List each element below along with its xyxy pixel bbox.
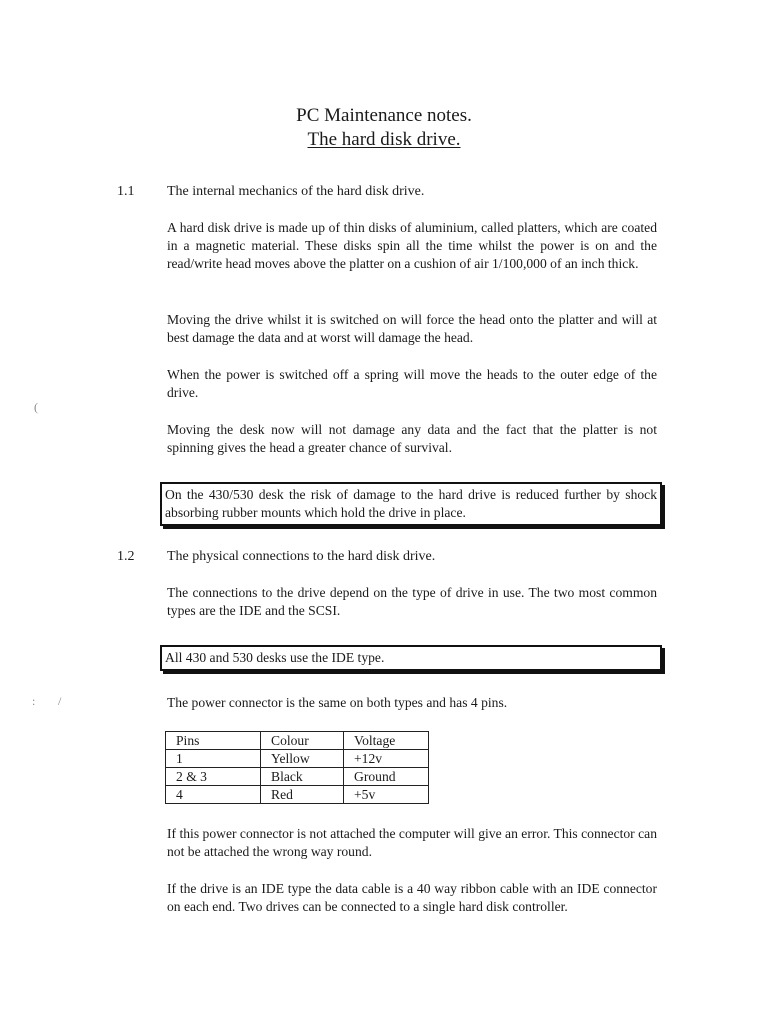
table-header-row	[166, 732, 429, 750]
table-cell: Black	[261, 768, 344, 786]
paragraph: Moving the desk now will not damage any data and the fact that the platter is not spinning gives the head a greater chance of survival.	[167, 422, 657, 455]
paragraph: A hard disk drive is made up of thin disks of aluminium, called platters, which are coated in a magnetic material. These disks spin all the time whilst the power is on and the read/write head moves above the platter on a cushion of air 1/100,000 of an inch thick.	[167, 220, 657, 271]
table-cell: 4	[166, 786, 261, 804]
paragraph: The power connector is the same on both types and has 4 pins.	[167, 695, 508, 710]
paragraph: When the power is switched off a spring will move the heads to the outer edge of the drive.	[167, 367, 657, 400]
document-title: PC Maintenance notes.	[296, 105, 472, 126]
table-cell: Yellow	[261, 750, 344, 768]
table-header-cell: Colour	[261, 732, 344, 750]
table-cell: 1	[166, 750, 261, 768]
paragraph: If the drive is an IDE type the data cable is a 40 way ribbon cable with an IDE connector on each end. Two drives can be connected to a single hard disk controller.	[167, 881, 657, 914]
section-heading: The internal mechanics of the hard disk drive.	[167, 184, 425, 199]
table-header-cell: Voltage	[344, 732, 429, 750]
document-subtitle: The hard disk drive.	[307, 129, 461, 150]
paragraph: The connections to the drive depend on the type of drive in use. The two most common types are the IDE and the SCSI.	[167, 585, 657, 618]
table-cell: Red	[261, 786, 344, 804]
paragraph: Moving the drive whilst it is switched on will force the head onto the platter and will at best damage the data and at worst will damage the head.	[167, 312, 657, 345]
scan-artifact: :	[32, 694, 36, 708]
note-box: On the 430/530 desk the risk of damage to the hard drive is reduced further by shock absorbing rubber mounts which hold the drive in place.	[160, 482, 662, 526]
scan-artifact: /	[58, 694, 62, 708]
table-cell: 2 & 3	[166, 768, 261, 786]
table-cell: +5v	[344, 786, 429, 804]
power-connector-table	[165, 731, 429, 804]
section-heading: The physical connections to the hard disk drive.	[167, 549, 436, 564]
scan-artifact: (	[34, 400, 38, 414]
section-number: 1.2	[117, 549, 135, 564]
table-row	[166, 768, 429, 786]
table-header-cell: Pins	[166, 732, 261, 750]
table-cell: Ground	[344, 768, 429, 786]
section-number: 1.1	[117, 184, 135, 199]
table-row	[166, 786, 429, 804]
table-cell: +12v	[344, 750, 429, 768]
paragraph: If this power connector is not attached the computer will give an error. This connector can not be attached the wrong way round.	[167, 826, 657, 859]
note-box: All 430 and 530 desks use the IDE type.	[160, 645, 662, 671]
table-row	[166, 750, 429, 768]
